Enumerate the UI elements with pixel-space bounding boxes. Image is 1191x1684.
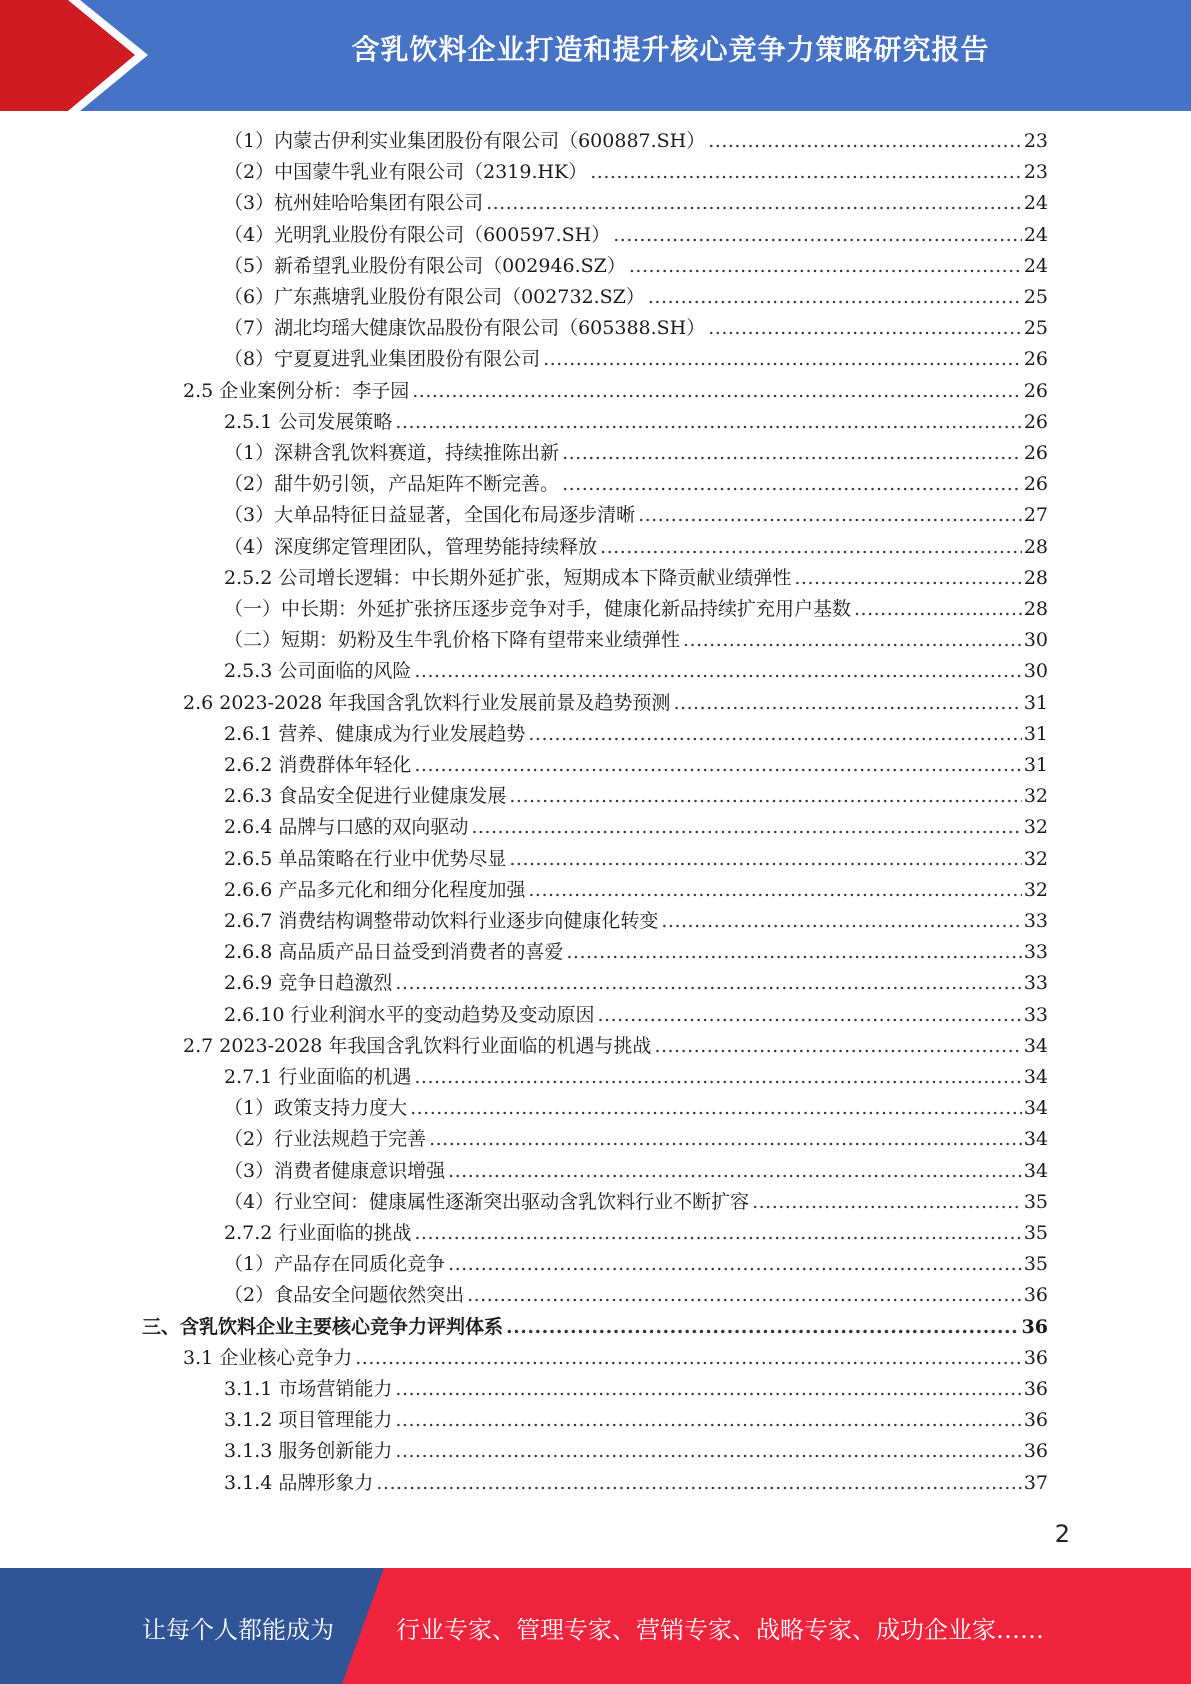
toc-entry[interactable] bbox=[224, 1374, 1048, 1405]
toc-entry-title: 2.5 企业案例分析：李子园 bbox=[183, 380, 410, 402]
toc-entry-title: （1）深耕含乳饮料赛道，持续推陈出新 bbox=[224, 442, 560, 464]
toc-entry[interactable] bbox=[183, 376, 1048, 407]
toc-entry-title: （3）大单品特征日益显著，全国化布局逐步清晰 bbox=[224, 504, 636, 526]
toc-entry-title: 2.6.10 行业利润水平的变动趋势及变动原因 bbox=[224, 1004, 595, 1026]
toc-dot-leader bbox=[597, 1004, 1021, 1026]
toc-dot-leader bbox=[410, 1097, 1022, 1119]
toc-dot-leader bbox=[448, 1160, 1022, 1182]
toc-dot-leader bbox=[471, 816, 1021, 838]
toc-entry-page: 33 bbox=[1023, 972, 1048, 994]
toc-entry-page: 33 bbox=[1023, 941, 1048, 963]
toc-entry-title: （1）内蒙古伊利实业集团股份有限公司（600887.SH） bbox=[224, 130, 706, 152]
toc-entry-title: 2.7.1 行业面临的机遇 bbox=[224, 1066, 412, 1088]
toc-entry-page: 30 bbox=[1023, 660, 1048, 682]
toc-dot-leader bbox=[395, 1440, 1021, 1462]
toc-dot-leader bbox=[486, 192, 1022, 214]
toc-dot-leader bbox=[562, 442, 1022, 464]
toc-entry[interactable] bbox=[224, 1000, 1048, 1031]
toc-entry[interactable] bbox=[224, 500, 1048, 531]
toc-dot-leader bbox=[412, 380, 1022, 402]
toc-entry[interactable] bbox=[224, 937, 1048, 968]
toc-dot-leader bbox=[543, 348, 1022, 370]
toc-entry-page: 33 bbox=[1023, 1004, 1048, 1026]
toc-entry-page: 35 bbox=[1023, 1191, 1048, 1213]
toc-entry-page: 24 bbox=[1023, 192, 1048, 214]
toc-entry-page: 32 bbox=[1023, 848, 1048, 870]
toc-dot-leader bbox=[528, 723, 1021, 745]
toc-entry-page: 30 bbox=[1023, 629, 1048, 651]
toc-entry[interactable] bbox=[224, 220, 1048, 251]
toc-entry-title: 2.6.6 产品多元化和细分化程度加强 bbox=[224, 879, 526, 901]
toc-entry[interactable] bbox=[183, 1343, 1048, 1374]
toc-dot-leader bbox=[629, 255, 1022, 277]
toc-entry[interactable] bbox=[224, 875, 1048, 906]
toc-entry-page: 36 bbox=[1021, 1316, 1048, 1338]
toc-entry-page: 23 bbox=[1023, 130, 1048, 152]
toc-entry-title: 三、含乳饮料企业主要核心竞争力评判体系 bbox=[142, 1316, 504, 1338]
toc-entry-page: 24 bbox=[1023, 255, 1048, 277]
toc-dot-leader bbox=[448, 1253, 1022, 1275]
toc-dot-leader bbox=[854, 598, 1022, 620]
toc-entry-title: 2.5.3 公司面临的风险 bbox=[224, 660, 412, 682]
toc-dot-leader bbox=[506, 1316, 1020, 1338]
toc-entry-page: 35 bbox=[1023, 1222, 1048, 1244]
toc-entry-page: 26 bbox=[1023, 473, 1048, 495]
toc-entry[interactable] bbox=[224, 812, 1048, 843]
toc-entry[interactable] bbox=[224, 1062, 1048, 1093]
toc-entry-page: 36 bbox=[1023, 1440, 1048, 1462]
toc-entry-page: 34 bbox=[1023, 1128, 1048, 1150]
toc-dot-leader bbox=[794, 567, 1021, 589]
toc-entry-title: 2.6.4 品牌与口感的双向驱动 bbox=[224, 816, 469, 838]
toc-dot-leader bbox=[414, 660, 1021, 682]
toc-entry[interactable] bbox=[224, 1156, 1048, 1187]
toc-entry-title: 2.5.2 公司增长逻辑：中长期外延扩张，短期成本下降贡献业绩弹性 bbox=[224, 567, 792, 589]
toc-entry-title: （2）中国蒙牛乳业有限公司（2319.HK） bbox=[224, 161, 588, 183]
toc-entry-title: （3）消费者健康意识增强 bbox=[224, 1160, 446, 1182]
toc-entry-page: 26 bbox=[1023, 380, 1048, 402]
toc-entry[interactable] bbox=[224, 1280, 1048, 1311]
toc-dot-leader bbox=[600, 536, 1022, 558]
toc-dot-leader bbox=[708, 317, 1022, 339]
toc-entry-page: 36 bbox=[1023, 1409, 1048, 1431]
toc-entry-title: 3.1.2 项目管理能力 bbox=[224, 1409, 393, 1431]
toc-entry-page: 28 bbox=[1023, 536, 1048, 558]
toc-entry[interactable] bbox=[224, 407, 1048, 438]
toc-entry[interactable] bbox=[224, 625, 1048, 656]
toc-entry-page: 28 bbox=[1023, 567, 1048, 589]
toc-dot-leader bbox=[673, 692, 1021, 714]
toc-entry[interactable] bbox=[224, 1218, 1048, 1249]
toc-entry-title: （7）湖北均瑶大健康饮品股份有限公司（605388.SH） bbox=[224, 317, 706, 339]
toc-entry-title: 2.6.7 消费结构调整带动饮料行业逐步向健康化转变 bbox=[224, 910, 659, 932]
toc-entry-page: 23 bbox=[1023, 161, 1048, 183]
toc-entry-title: 2.7.2 行业面临的挑战 bbox=[224, 1222, 412, 1244]
toc-dot-leader bbox=[414, 754, 1021, 776]
toc-entry-page: 25 bbox=[1023, 317, 1048, 339]
toc-entry-page: 35 bbox=[1023, 1253, 1048, 1275]
toc-dot-leader bbox=[562, 473, 1022, 495]
toc-entry-page: 26 bbox=[1023, 348, 1048, 370]
toc-dot-leader bbox=[395, 1409, 1021, 1431]
toc-entry-title: （2）甜牛奶引领，产品矩阵不断完善。 bbox=[224, 473, 560, 495]
toc-entry-title: （1）产品存在同质化竞争 bbox=[224, 1253, 446, 1275]
toc-entry[interactable] bbox=[224, 594, 1048, 625]
toc-entry[interactable] bbox=[224, 438, 1048, 469]
toc-entry[interactable] bbox=[224, 469, 1048, 500]
toc-dot-leader bbox=[613, 224, 1022, 246]
toc-entry-page: 34 bbox=[1023, 1035, 1048, 1057]
toc-dot-leader bbox=[590, 161, 1022, 183]
toc-dot-leader bbox=[376, 1472, 1021, 1494]
toc-entry[interactable] bbox=[142, 1312, 1048, 1343]
toc-entry-title: 2.6.2 消费群体年轻化 bbox=[224, 754, 412, 776]
toc-entry-title: 3.1.3 服务创新能力 bbox=[224, 1440, 393, 1462]
toc-entry-title: （1）政策支持力度大 bbox=[224, 1097, 408, 1119]
toc-entry-page: 26 bbox=[1023, 411, 1048, 433]
toc-dot-leader bbox=[566, 941, 1021, 963]
toc-entry[interactable] bbox=[224, 844, 1048, 875]
toc-entry-page: 27 bbox=[1023, 504, 1048, 526]
toc-entry-title: （一）中长期：外延扩张挤压逐步竞争对手，健康化新品持续扩充用户基数 bbox=[224, 598, 852, 620]
footer-slogan-left: 让每个人都能成为 bbox=[142, 1616, 334, 1644]
toc-dot-leader bbox=[752, 1191, 1022, 1213]
toc-entry[interactable] bbox=[224, 1468, 1048, 1499]
toc-entry[interactable] bbox=[224, 968, 1048, 999]
toc-entry-page: 25 bbox=[1023, 286, 1048, 308]
toc-dot-leader bbox=[429, 1128, 1022, 1150]
toc-entry-title: 3.1.4 品牌形象力 bbox=[224, 1472, 374, 1494]
toc-entry-title: 2.6 2023-2028 年我国含乳饮料行业发展前景及趋势预测 bbox=[183, 692, 671, 714]
toc-entry-title: （二）短期：奶粉及生牛乳价格下降有望带来业绩弹性 bbox=[224, 629, 681, 651]
toc-entry-page: 36 bbox=[1023, 1378, 1048, 1400]
toc-entry-page: 34 bbox=[1023, 1097, 1048, 1119]
toc-entry-title: （8）宁夏夏进乳业集团股份有限公司 bbox=[224, 348, 541, 370]
toc-entry-page: 37 bbox=[1023, 1472, 1048, 1494]
toc-dot-leader bbox=[414, 1066, 1021, 1088]
toc-entry-page: 32 bbox=[1023, 785, 1048, 807]
toc-entry[interactable] bbox=[224, 344, 1048, 375]
toc-entry[interactable] bbox=[224, 1249, 1048, 1280]
toc-entry-page: 32 bbox=[1023, 816, 1048, 838]
toc-entry-title: 2.6.3 食品安全促进行业健康发展 bbox=[224, 785, 507, 807]
toc-dot-leader bbox=[638, 504, 1022, 526]
toc-entry[interactable] bbox=[224, 1436, 1048, 1467]
toc-entry-page: 26 bbox=[1023, 442, 1048, 464]
toc-entry-title: 2.6.8 高品质产品日益受到消费者的喜爱 bbox=[224, 941, 564, 963]
toc-entry-title: （4）深度绑定管理团队，管理势能持续释放 bbox=[224, 536, 598, 558]
toc-entry-page: 28 bbox=[1023, 598, 1048, 620]
toc-entry-page: 34 bbox=[1023, 1066, 1048, 1088]
toc-entry-title: 2.6.9 竞争日趋激烈 bbox=[224, 972, 393, 994]
toc-dot-leader bbox=[395, 1378, 1021, 1400]
toc-entry-title: （4）光明乳业股份有限公司（600597.SH） bbox=[224, 224, 611, 246]
toc-dot-leader bbox=[708, 130, 1022, 152]
toc-entry[interactable] bbox=[183, 688, 1048, 719]
toc-entry-page: 33 bbox=[1023, 910, 1048, 932]
footer-slogan-right: 行业专家、管理专家、营销专家、战略专家、成功企业家…… bbox=[396, 1616, 1044, 1644]
toc-dot-leader bbox=[395, 972, 1021, 994]
toc-dot-leader bbox=[467, 1284, 1022, 1306]
toc-entry-page: 32 bbox=[1023, 879, 1048, 901]
header-banner bbox=[0, 0, 1191, 111]
toc-dot-leader bbox=[648, 286, 1022, 308]
footer-banner bbox=[0, 1568, 1191, 1684]
toc-entry-page: 36 bbox=[1023, 1284, 1048, 1306]
toc-entry[interactable] bbox=[224, 750, 1048, 781]
toc-entry-page: 24 bbox=[1023, 224, 1048, 246]
toc-entry-title: （4）行业空间：健康属性逐渐突出驱动含乳饮料行业不断扩容 bbox=[224, 1191, 750, 1213]
toc-dot-leader bbox=[509, 848, 1021, 870]
toc-dot-leader bbox=[654, 1035, 1021, 1057]
header-arrow-graphic bbox=[0, 0, 160, 111]
toc-entry-page: 31 bbox=[1023, 692, 1048, 714]
toc-entry-page: 31 bbox=[1023, 723, 1048, 745]
toc-entry[interactable] bbox=[183, 1031, 1048, 1062]
toc-entry[interactable] bbox=[224, 1093, 1048, 1124]
report-title: 含乳饮料企业打造和提升核心竞争力策略研究报告 bbox=[351, 33, 990, 66]
toc-entry[interactable] bbox=[224, 1124, 1048, 1155]
toc-entry-title: （3）杭州娃哈哈集团有限公司 bbox=[224, 192, 484, 214]
toc-entry[interactable] bbox=[224, 188, 1048, 219]
toc-entry[interactable] bbox=[224, 251, 1048, 282]
toc-entry[interactable] bbox=[224, 1405, 1048, 1436]
toc-entry-page: 34 bbox=[1023, 1160, 1048, 1182]
toc-entry[interactable] bbox=[224, 126, 1048, 157]
page-number: 2 bbox=[1054, 1520, 1070, 1548]
toc-dot-leader bbox=[661, 910, 1021, 932]
toc-entry[interactable] bbox=[224, 656, 1048, 687]
toc-entry[interactable] bbox=[224, 313, 1048, 344]
toc-entry[interactable] bbox=[224, 781, 1048, 812]
toc-entry-page: 36 bbox=[1023, 1347, 1048, 1369]
toc-dot-leader bbox=[509, 785, 1021, 807]
toc-entry[interactable] bbox=[224, 157, 1048, 188]
toc-entry-title: （2）行业法规趋于完善 bbox=[224, 1128, 427, 1150]
toc-entry-title: （2）食品安全问题依然突出 bbox=[224, 1284, 465, 1306]
toc-entry-title: 2.5.1 公司发展策略 bbox=[224, 411, 393, 433]
toc-entry[interactable] bbox=[224, 563, 1048, 594]
toc-dot-leader bbox=[683, 629, 1022, 651]
toc-entry-title: 3.1 企业核心竞争力 bbox=[183, 1347, 353, 1369]
toc-dot-leader bbox=[528, 879, 1021, 901]
toc-entry-title: 3.1.1 市场营销能力 bbox=[224, 1378, 393, 1400]
toc-entry-title: 2.6.1 营养、健康成为行业发展趋势 bbox=[224, 723, 526, 745]
toc-entry[interactable] bbox=[224, 282, 1048, 313]
toc-dot-leader bbox=[395, 411, 1021, 433]
toc-entry[interactable] bbox=[224, 719, 1048, 750]
toc-entry-title: 2.7 2023-2028 年我国含乳饮料行业面临的机遇与挑战 bbox=[183, 1035, 652, 1057]
toc-entry[interactable] bbox=[224, 1187, 1048, 1218]
toc-entry-title: （5）新希望乳业股份有限公司（002946.SZ） bbox=[224, 255, 626, 277]
toc-entry-page: 31 bbox=[1023, 754, 1048, 776]
toc-entry-title: （6）广东燕塘乳业股份有限公司（002732.SZ） bbox=[224, 286, 645, 308]
toc-dot-leader bbox=[355, 1347, 1022, 1369]
toc-entry[interactable] bbox=[224, 906, 1048, 937]
toc-entry[interactable] bbox=[224, 532, 1048, 563]
toc-dot-leader bbox=[414, 1222, 1021, 1244]
toc-entry-title: 2.6.5 单品策略在行业中优势尽显 bbox=[224, 848, 507, 870]
